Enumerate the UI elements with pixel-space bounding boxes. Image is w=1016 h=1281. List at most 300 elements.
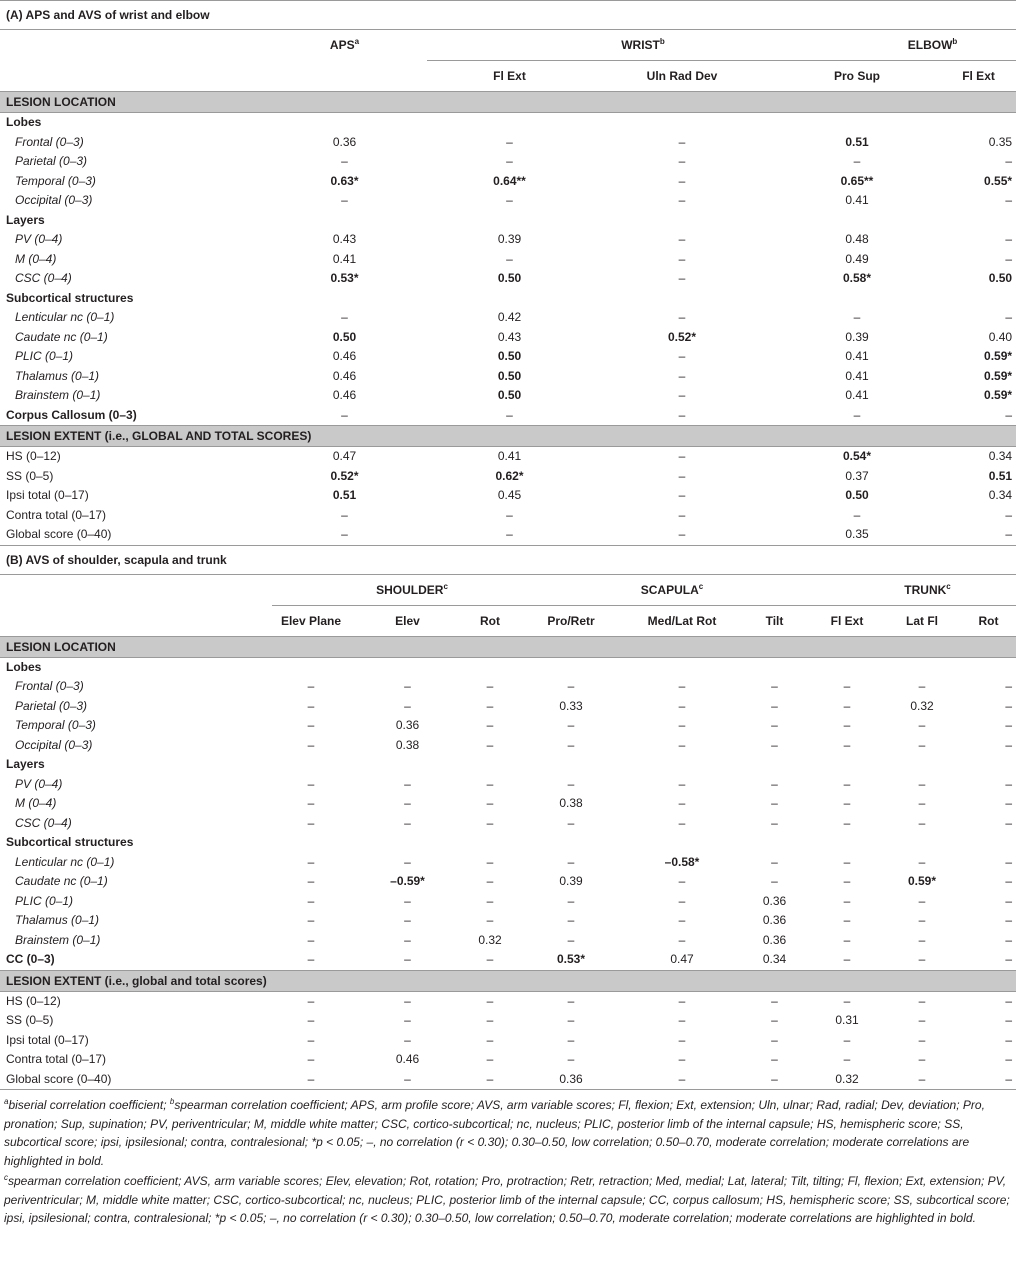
table-cell: – (1005, 993, 1013, 1008)
table-cell: – (307, 679, 315, 693)
table-cell: – (486, 1052, 494, 1066)
table-cell: – (307, 993, 315, 1008)
table-cell: 0.65** (840, 173, 874, 188)
table-cell: – (843, 854, 851, 869)
table-cell: – (678, 913, 686, 927)
table-cell: – (678, 507, 686, 522)
subheader-trunk-rot: Rot (962, 605, 1016, 636)
row-label: Temporal (0–3) (15, 718, 96, 732)
table-cell: – (1005, 1071, 1013, 1086)
table-cell: – (771, 993, 778, 1008)
table-cell: – (1005, 1032, 1013, 1047)
row-label: SS (0–5) (6, 1013, 54, 1027)
table-cell: – (678, 310, 686, 324)
header-scapula: SCAPULA$^c$ (515, 574, 812, 605)
table-cell: – (678, 1032, 686, 1047)
group-label: Layers (6, 757, 45, 771)
table-row (0, 506, 1016, 526)
table-cell: – (404, 1032, 411, 1047)
table-cell: – (307, 1032, 315, 1047)
table-cell: – (404, 679, 411, 693)
row-label: PLIC (0–1) (15, 349, 74, 363)
table-row (0, 736, 1016, 756)
table-cell: – (1005, 407, 1013, 422)
table-cell: – (486, 737, 494, 752)
table-cell: – (678, 1071, 686, 1086)
table-cell: 0.41 (845, 349, 869, 363)
table-cell: – (678, 527, 686, 541)
table-cell: – (506, 193, 513, 207)
table-cell: – (1005, 310, 1013, 324)
table-cell: – (486, 854, 494, 869)
table-row (0, 230, 1016, 250)
table-cell: – (1005, 776, 1013, 791)
table-cell: – (678, 468, 686, 483)
table-cell: – (404, 815, 411, 830)
table-cell: – (771, 874, 778, 888)
table-cell: 0.32 (478, 932, 502, 947)
table-cell: – (307, 913, 315, 927)
group-row (0, 833, 1016, 853)
table-cell: – (1005, 796, 1013, 810)
table-cell: – (678, 449, 686, 463)
table-cell: – (918, 952, 926, 966)
row-label: Occipital (0–3) (15, 193, 93, 207)
header-aps: APS$^a$ (329, 37, 360, 53)
row-label: Thalamus (0–1) (15, 913, 100, 927)
table-cell: 0.34 (988, 449, 1013, 463)
table-row (0, 853, 1016, 873)
table-cell: 0.59* (907, 874, 937, 888)
table-cell: – (341, 507, 348, 522)
header-elbow: ELBOW$^b$ (772, 30, 1016, 61)
table-cell: – (678, 193, 686, 207)
table-cell: – (1005, 737, 1013, 752)
table-cell: – (918, 1071, 926, 1086)
table-cell: – (341, 527, 348, 541)
table-cell: – (404, 854, 411, 869)
row-label: Occipital (0–3) (15, 737, 93, 752)
table-cell: – (771, 1032, 778, 1047)
table-cell: – (843, 874, 851, 888)
table-cell: 0.49 (845, 251, 869, 266)
table-cell: – (567, 893, 575, 908)
table-cell: – (1005, 154, 1013, 168)
table-row (0, 716, 1016, 736)
table-cell: 0.52* (330, 468, 359, 483)
subheader-trunk-latfl: Lat Fl (882, 605, 962, 636)
table-cell: 0.47 (670, 952, 694, 966)
table-cell: – (918, 679, 926, 693)
table-cell: 0.32 (835, 1071, 859, 1086)
table-cell: 0.36 (559, 1071, 583, 1086)
table-cell: – (1005, 815, 1013, 830)
table-cell: 0.59* (984, 388, 1013, 402)
table-cell: 0.36 (332, 134, 357, 149)
table-cell: 0.55* (984, 173, 1013, 188)
table-cell: – (341, 193, 348, 207)
table-cell: – (307, 1071, 315, 1086)
table-row (0, 152, 1016, 172)
table-cell: – (678, 154, 686, 168)
table-cell: – (918, 815, 926, 830)
table-cell: 0.59* (984, 368, 1013, 383)
table-cell: – (918, 796, 926, 810)
table-row (0, 467, 1016, 487)
group-label: Lobes (6, 659, 42, 674)
table-cell: – (853, 154, 861, 168)
table-cell: – (843, 718, 851, 732)
table-cell: – (678, 1052, 686, 1066)
section-lesion-extent: LESION EXTENT (i.e., global and total scores) (0, 970, 1016, 991)
table-cell: 0.64** (493, 173, 526, 188)
table-cell: – (1005, 679, 1013, 693)
table-cell: 0.46 (395, 1052, 420, 1066)
table-cell: – (1005, 232, 1013, 246)
table-cell: 0.50 (988, 271, 1013, 285)
table-row (0, 447, 1016, 467)
table-cell: – (918, 993, 926, 1008)
table-cell: 0.50 (332, 329, 357, 344)
table-cell: – (486, 815, 494, 830)
table-cell: 0.38 (395, 737, 420, 752)
table-row (0, 133, 1016, 153)
row-label: Global score (0–40) (6, 1071, 112, 1086)
table-cell: – (486, 1013, 494, 1027)
table-cell: 0.37 (845, 468, 869, 483)
table-cell: 0.50 (845, 488, 869, 502)
row-label: Brainstem (0–1) (15, 388, 101, 402)
table-row (0, 931, 1016, 951)
table-cell: – (404, 776, 411, 791)
table-cell: – (843, 932, 851, 947)
table-cell: –0.58* (664, 854, 700, 869)
group-row (0, 211, 1016, 231)
table-row (0, 328, 1016, 348)
table-cell: 0.33 (559, 698, 583, 713)
table-cell: – (853, 407, 861, 422)
table-cell: – (918, 718, 926, 732)
section-lesion-extent: LESION EXTENT (i.e., GLOBAL AND TOTAL SCORES) (0, 426, 1016, 447)
table-cell: 0.42 (497, 310, 522, 324)
table-cell: – (307, 1052, 315, 1066)
table-cell: – (567, 993, 575, 1008)
table-cell: – (1005, 874, 1013, 888)
table-cell: – (853, 310, 861, 324)
subheader-elbow-flext: Fl Ext (942, 61, 1016, 92)
table-cell: 0.62* (495, 468, 524, 483)
table-row (0, 367, 1016, 387)
table-cell: 0.39 (559, 874, 583, 888)
table-a (0, 0, 1016, 545)
table-cell: – (404, 932, 411, 947)
table-cell: – (567, 718, 575, 732)
table-row (0, 677, 1016, 697)
table-cell: – (771, 679, 778, 693)
table-row (0, 250, 1016, 270)
row-label: M (0–4) (15, 796, 57, 810)
table-cell: 0.35 (988, 134, 1013, 149)
table-cell: – (307, 1013, 315, 1027)
table-cell: – (678, 679, 686, 693)
row-label: CC (0–3) (6, 952, 55, 966)
table-cell: – (341, 407, 348, 422)
table-cell: 0.34 (762, 952, 787, 966)
table-cell: – (486, 1071, 494, 1086)
table-cell: – (486, 913, 494, 927)
row-label: Lenticular nc (0–1) (15, 310, 115, 324)
table-cell: – (404, 893, 411, 908)
table-cell: 0.52* (667, 329, 697, 344)
table-cell: 0.34 (988, 488, 1013, 502)
table-cell: – (843, 893, 851, 908)
table-cell: – (567, 913, 575, 927)
table-b (0, 545, 1016, 1090)
table-cell: – (1005, 193, 1013, 207)
table-cell: 0.32 (910, 698, 934, 713)
table-cell: – (307, 854, 315, 869)
table-row (0, 697, 1016, 717)
row-label: Lenticular nc (0–1) (15, 854, 115, 869)
table-cell: 0.41 (497, 449, 522, 463)
row-label: CSC (0–4) (15, 271, 72, 285)
table-cell: – (506, 407, 513, 422)
row-label: Parietal (0–3) (15, 154, 88, 168)
table-row (0, 794, 1016, 814)
table-cell: – (567, 932, 575, 947)
table-cell: – (771, 737, 778, 752)
table-cell: – (404, 796, 411, 810)
subheader-scapula-tilt: Tilt (737, 605, 812, 636)
table-cell: 0.51 (988, 468, 1013, 483)
row-label: PV (0–4) (15, 232, 63, 246)
table-cell: – (771, 718, 778, 732)
table-cell: – (1005, 698, 1013, 713)
row-label: Ipsi total (0–17) (6, 488, 89, 502)
table-row (0, 775, 1016, 795)
table-cell: 0.53* (556, 952, 586, 966)
table-row (0, 991, 1016, 1011)
table-row (0, 308, 1016, 328)
table-cell: 0.63* (330, 173, 359, 188)
table-cell: – (1005, 527, 1013, 541)
table-cell: – (1005, 1013, 1013, 1027)
table-cell: 0.51 (332, 488, 357, 502)
table-cell: – (771, 1071, 778, 1086)
table-row (0, 386, 1016, 406)
table-cell: – (567, 1013, 575, 1027)
table-cell: – (506, 154, 513, 168)
table-cell: – (486, 718, 494, 732)
table-row (0, 347, 1016, 367)
table-cell: – (843, 737, 851, 752)
table-row (0, 1011, 1016, 1031)
table-cell: – (506, 507, 513, 522)
table-cell: 0.43 (332, 232, 357, 246)
row-label: Temporal (0–3) (15, 173, 96, 188)
table-cell: – (843, 815, 851, 830)
table-cell: – (486, 1032, 494, 1047)
table-row (0, 486, 1016, 506)
table-cell: – (567, 1032, 575, 1047)
subheader-wrist-flext: Fl Ext (427, 61, 592, 92)
table-cell: – (506, 251, 513, 266)
table-row (0, 872, 1016, 892)
table-cell: – (918, 1032, 926, 1047)
table-cell: – (307, 796, 315, 810)
table-cell: – (678, 776, 686, 791)
header-wrist: WRIST$^b$ (427, 30, 772, 61)
table-cell: 0.39 (497, 232, 522, 246)
table-cell: 0.59* (984, 349, 1013, 363)
table-cell: – (918, 737, 926, 752)
table-cell: – (486, 698, 494, 713)
table-cell: – (678, 134, 686, 149)
table-cell: – (1005, 893, 1013, 908)
table-cell: – (307, 893, 315, 908)
row-label: Frontal (0–3) (15, 134, 84, 149)
table-row (0, 892, 1016, 912)
table-row (0, 1031, 1016, 1051)
table-cell: – (771, 776, 778, 791)
table-cell: – (853, 507, 861, 522)
table-cell: – (486, 679, 494, 693)
table-cell: – (843, 993, 851, 1008)
table-cell: – (678, 488, 686, 502)
footnote-ab: $^a$biserial correlation coefficient; $^b$spearman correlation coefficient; APS, arm profile score; AVS, arm variable scores; Fl, flexion; Ext, extension; Uln, ulnar; Rad, radial; Dev, deviation; Pro, pronation; Sup, supination; PV, periventricular; M, middle white matter; CSC, cortico-subcortical; nc, nucleus; PLIC, posterior limb of the internal capsule; HS, hemispheric score; SS, subcortical score; ipsi, ipsilesional; contra, contralesional; *p < 0.05; –, no correlation (r < 0.30); 0.30–0.50, low correlation; 0.50–0.70, moderate correlation; moderate correlations are highlighted in bold. (4, 1097, 985, 1168)
header-shoulder: SHOULDER$^c$ (272, 574, 515, 605)
table-cell: – (567, 679, 575, 693)
footnote-c: $^c$spearman correlation coefficient; AVS, arm variable scores; Elev, elevation; Rot, rotation; Pro, protraction; Retr, retraction; Med, medial; Lat, lateral; Tilt, tilting; Fl, flexion; Ext, extension; PV, periventricular; M, middle white matter; CSC, cortico-subcortical; nc, nucleus; PLIC, posterior limb of the internal capsule; CC, corpus callosum; HS, hemispheric score; SS, subcortical score; ipsi, ipsilesional; contra, contralesional; *p < 0.05; –, no correlation (r < 0.30); 0.30–0.50, low correlation; 0.50–0.70, moderate correlation; moderate correlations are highlighted in bold. (4, 1173, 1010, 1225)
table-cell: 0.46 (332, 388, 357, 402)
row-label: Contra total (0–17) (6, 1052, 107, 1066)
table-row (0, 269, 1016, 289)
table-cell: – (404, 1013, 411, 1027)
table-cell: – (567, 737, 575, 752)
table-cell: 0.50 (497, 368, 522, 383)
row-label: HS (0–12) (6, 449, 61, 463)
table-cell: – (341, 154, 348, 168)
table-b-caption: (B) AVS of shoulder, scapula and trunk (0, 545, 1016, 574)
row-label: SS (0–5) (6, 468, 54, 483)
table-cell: – (678, 993, 686, 1008)
table-cell: – (404, 1071, 411, 1086)
table-cell: 0.36 (762, 913, 787, 927)
subheader-shoulder-elevplane: Elev Plane (272, 605, 350, 636)
table-cell: – (678, 1013, 686, 1027)
table-cell: – (1005, 854, 1013, 869)
row-label: Ipsi total (0–17) (6, 1032, 89, 1047)
table-cell: – (404, 993, 411, 1008)
table-cell: – (678, 932, 686, 947)
row-label: Caudate nc (0–1) (15, 329, 108, 344)
row-label: Global score (0–40) (6, 527, 112, 541)
group-row (0, 113, 1016, 133)
table-cell: – (843, 913, 851, 927)
table-cell: 0.36 (762, 893, 787, 908)
table-row (0, 814, 1016, 834)
section-lesion-location: LESION LOCATION (0, 636, 1016, 657)
table-cell: – (843, 776, 851, 791)
table-row (0, 1070, 1016, 1090)
table-cell: 0.41 (845, 368, 869, 383)
table-cell: – (678, 368, 686, 383)
table-cell: – (506, 134, 513, 149)
subheader-wrist-ulnraddev: Uln Rad Dev (592, 61, 772, 92)
table-cell: 0.41 (845, 388, 869, 402)
table-cell: – (486, 952, 494, 966)
table-row (0, 406, 1016, 426)
table-row (0, 191, 1016, 211)
table-cell: – (918, 913, 926, 927)
table-cell: – (678, 407, 686, 422)
table-cell: – (678, 251, 686, 266)
table-cell: – (486, 796, 494, 810)
table-cell: – (404, 698, 411, 713)
table-cell: – (341, 310, 348, 324)
group-row (0, 657, 1016, 677)
table-cell: 0.41 (845, 193, 869, 207)
table-cell: – (771, 854, 778, 869)
row-label: Brainstem (0–1) (15, 932, 101, 947)
table-cell: – (307, 718, 315, 732)
table-cell: – (1005, 1052, 1013, 1066)
table-cell: 0.39 (845, 329, 869, 344)
table-cell: – (1005, 952, 1013, 966)
row-label: Frontal (0–3) (15, 679, 84, 693)
row-label: Contra total (0–17) (6, 507, 107, 522)
table-cell: – (678, 874, 686, 888)
table-cell: 0.50 (497, 271, 522, 285)
table-cell: – (771, 796, 778, 810)
table-row (0, 172, 1016, 192)
table-cell: 0.36 (395, 718, 420, 732)
table-cell: – (771, 1013, 778, 1027)
table-cell: 0.47 (332, 449, 357, 463)
table-cell: – (843, 679, 851, 693)
table-cell: 0.46 (332, 368, 357, 383)
table-cell: – (486, 893, 494, 908)
table-cell: –0.59* (390, 874, 425, 888)
header-trunk: TRUNK$^c$ (812, 574, 1016, 605)
table-cell: – (307, 737, 315, 752)
table-cell: – (843, 1052, 851, 1066)
subheader-elbow-prosup: Pro Sup (772, 61, 942, 92)
table-cell: – (486, 874, 494, 888)
table-cell: – (678, 698, 686, 713)
table-cell: 0.51 (845, 134, 869, 149)
table-cell: – (506, 527, 513, 541)
group-label: Layers (6, 212, 45, 227)
table-cell: – (307, 776, 315, 791)
table-row (0, 950, 1016, 970)
table-cell: 0.50 (497, 388, 522, 402)
table-cell: 0.36 (762, 932, 787, 947)
group-label: Subcortical structures (6, 835, 134, 849)
row-label: Parietal (0–3) (15, 698, 88, 713)
table-cell: – (918, 1013, 926, 1027)
table-cell: 0.40 (988, 329, 1013, 344)
table-cell: – (678, 718, 686, 732)
table-cell: 0.41 (332, 251, 357, 266)
table-cell: – (307, 698, 315, 713)
table-cell: – (678, 893, 686, 908)
table-cell: – (307, 952, 315, 966)
table-cell: – (771, 1052, 778, 1066)
table-cell: – (678, 232, 686, 246)
table-cell: – (1005, 932, 1013, 947)
table-cell: – (567, 815, 575, 830)
